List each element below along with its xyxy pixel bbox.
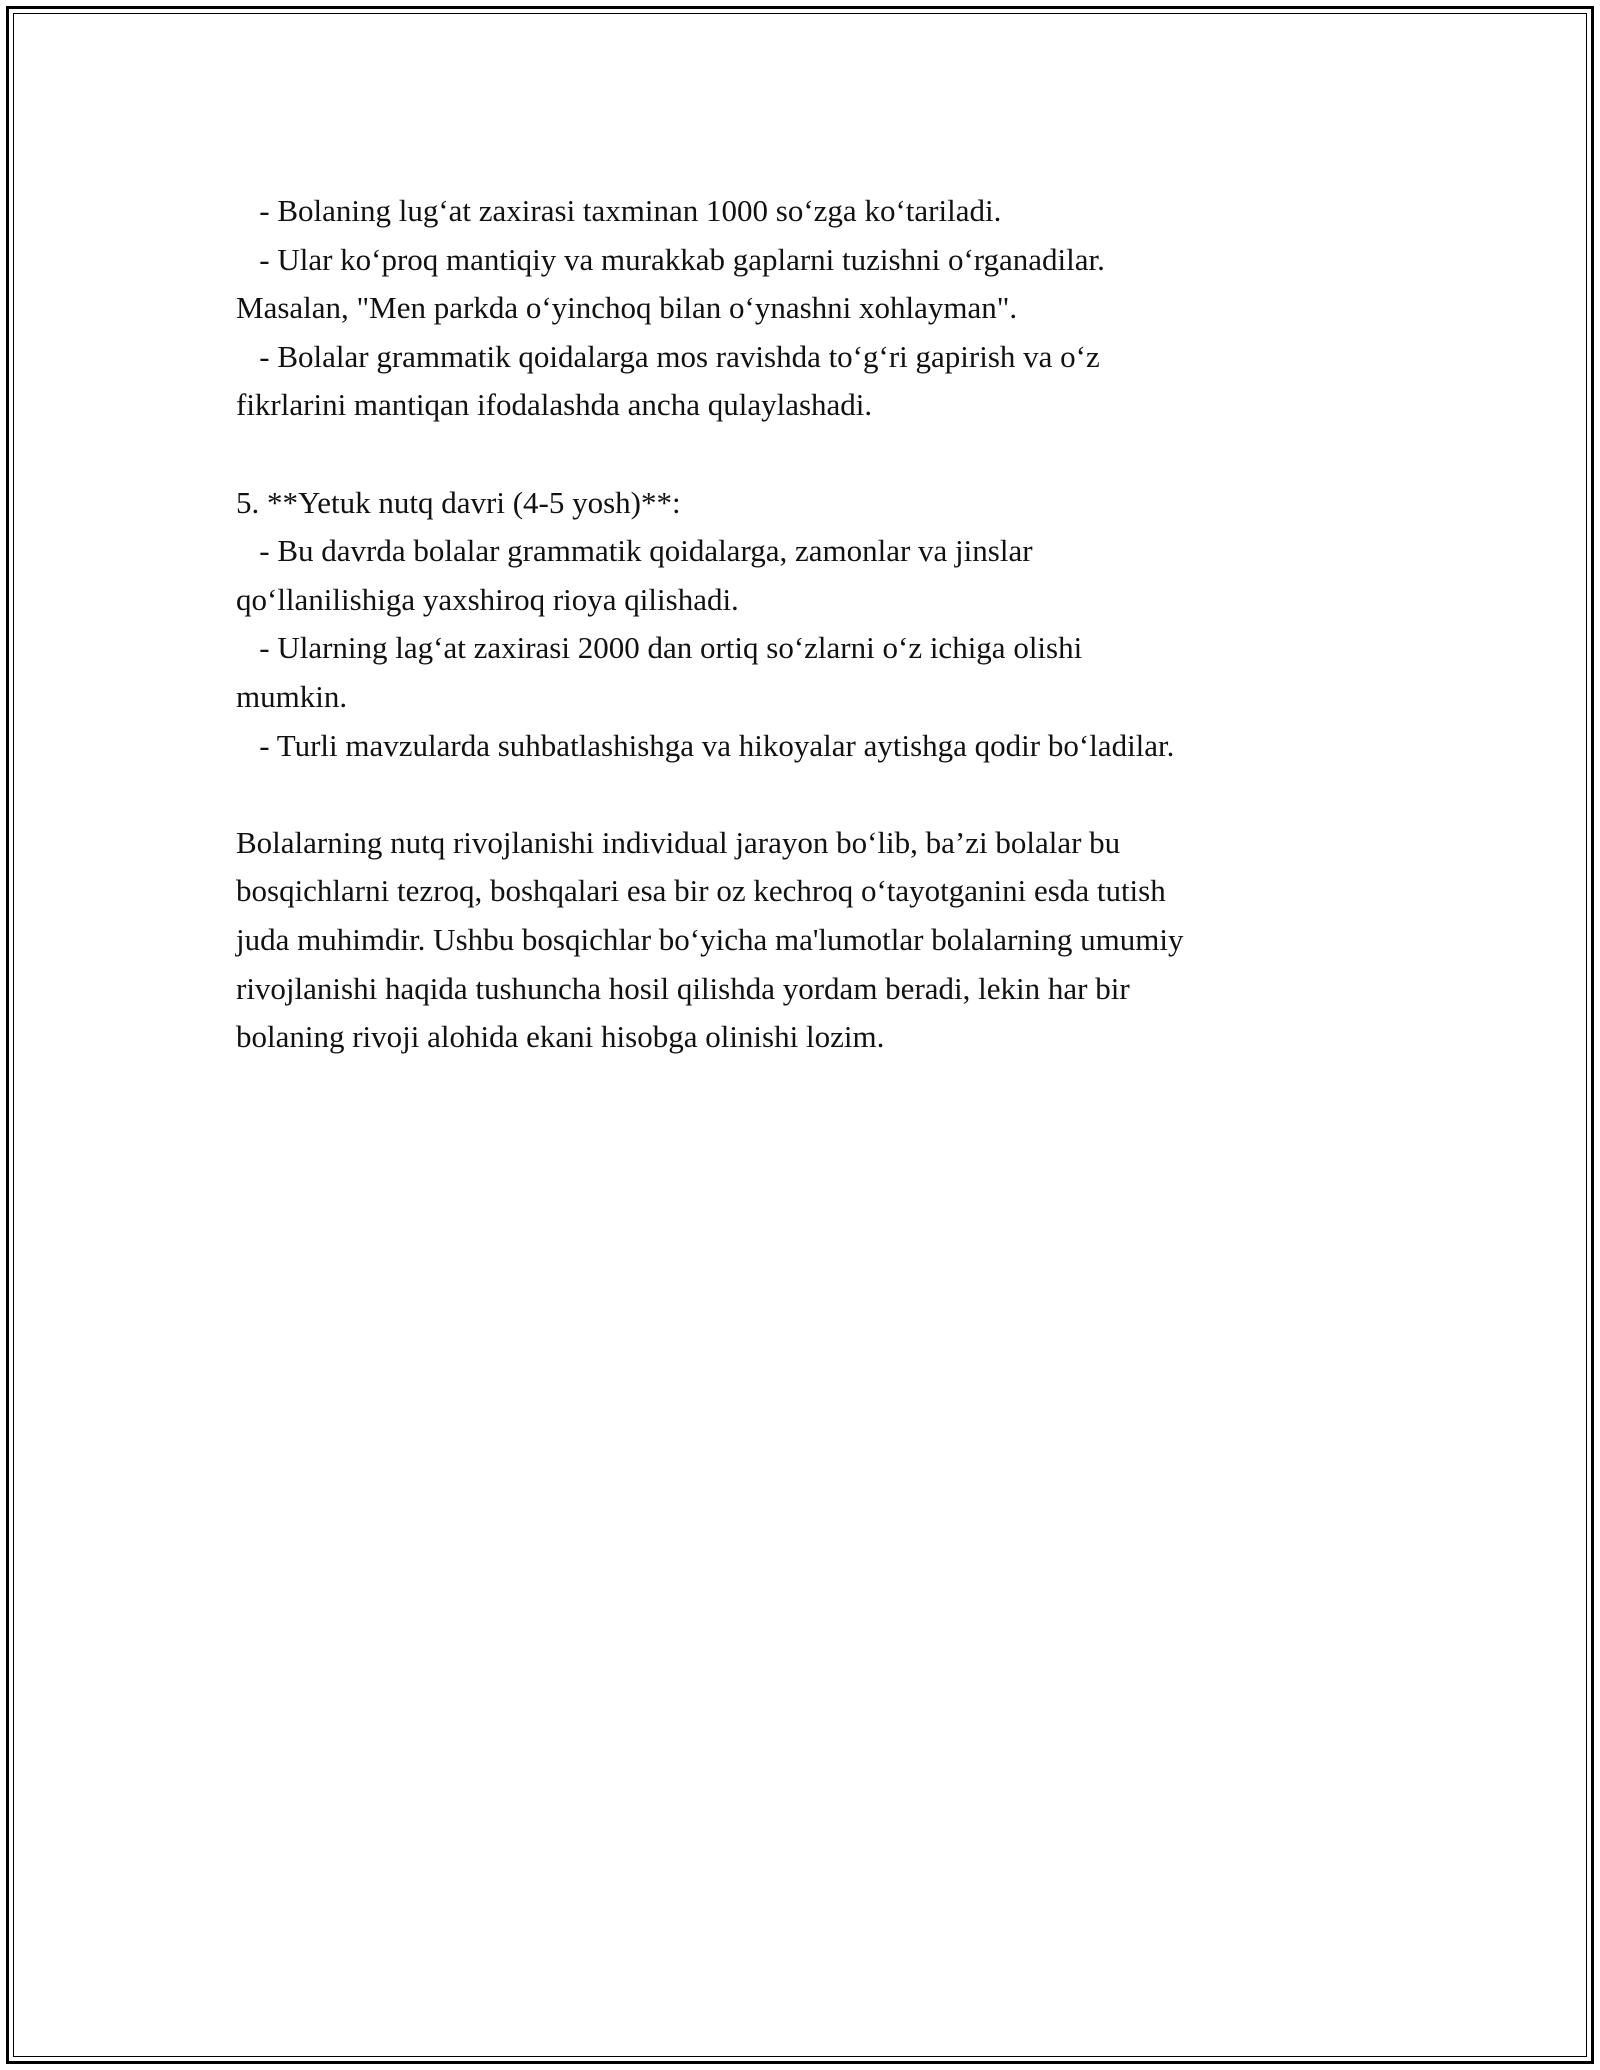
text-line: fikrlarini mantiqan ifodalashda ancha qulaylashadi. <box>236 387 873 423</box>
text-line: bosqichlarni tezroq, boshqalari esa bir oz kechroq o‘tayotganini esda tutish <box>236 873 1166 909</box>
text-line: - Turli mavzularda suhbatlashishga va hikoyalar aytishga qodir bo‘ladilar. <box>236 727 1175 763</box>
text-line: - Bolaning lug‘at zaxirasi taxminan 1000 so‘zga ko‘tariladi. <box>236 193 1002 228</box>
document-body <box>236 187 1386 1062</box>
text-line: mumkin. <box>236 678 348 714</box>
text-line: Masalan, "Men parkda o‘yinchoq bilan o‘ynashni xohlayman". <box>236 290 1018 326</box>
text-line: bolaning rivoji alohida ekani hisobga olinishi lozim. <box>236 1019 885 1055</box>
text-line: - Ular ko‘proq mantiqiy va murakkab gaplarni tuzishni o‘rganadilar. <box>236 241 1105 277</box>
text-line: - Bu davrda bolalar grammatik qoidalarga, zamonlar va jinslar <box>236 533 1033 569</box>
text-line: - Ularning lag‘at zaxirasi 2000 dan ortiq so‘zlarni o‘z ichiga olishi <box>236 630 1083 666</box>
text-line: - Bolalar grammatik qoidalarga mos ravishda to‘g‘ri gapirish va o‘z <box>236 338 1100 374</box>
spacer <box>236 770 1386 819</box>
conclusion-paragraph <box>236 819 1386 1062</box>
text-line: Bolalarning nutq rivojlanishi individual jarayon bo‘lib, ba’zi bolalar bu <box>236 824 1121 860</box>
text-line: qo‘llanilishiga yaxshiroq rioya qilishadi. <box>236 581 739 617</box>
spacer <box>236 430 1386 479</box>
list-block-vocabulary <box>236 187 1386 430</box>
section-mature-speech <box>236 479 1386 771</box>
text-line: juda muhimdir. Ushbu bosqichlar bo‘yicha ma'lumotlar bolalarning umumiy <box>236 921 1184 957</box>
text-line: rivojlanishi haqida tushuncha hosil qilishda yordam beradi, lekin har bir <box>236 970 1130 1006</box>
section-heading: 5. **Yetuk nutq davri (4-5 yosh)**: <box>236 484 681 520</box>
